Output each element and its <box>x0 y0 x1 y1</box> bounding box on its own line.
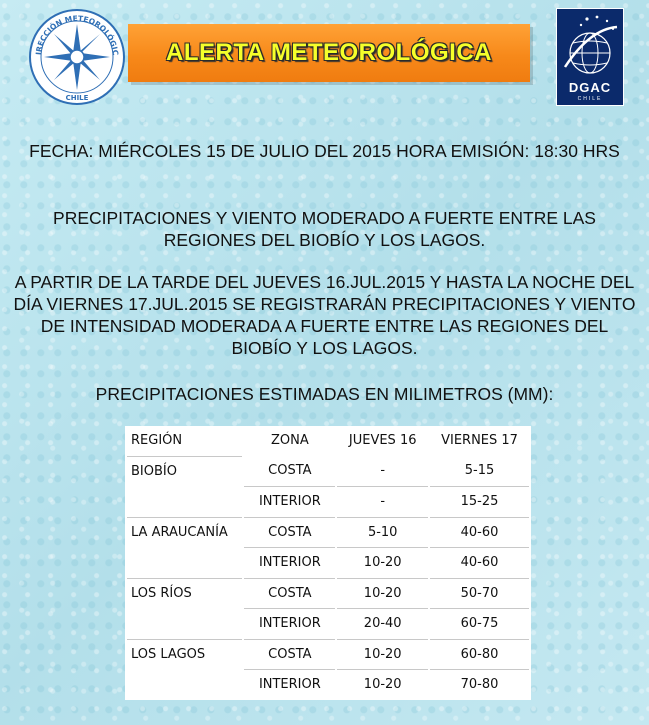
table-row <box>127 486 529 517</box>
table-row <box>127 456 529 487</box>
table-row <box>127 669 529 700</box>
friday-value-cell: 50-70 <box>430 578 529 609</box>
thursday-value-cell: - <box>337 486 428 517</box>
direccion-meteorologica-logo <box>28 8 126 106</box>
alert-banner <box>128 24 530 82</box>
region-cell: LOS RÍOS <box>127 578 242 609</box>
zone-cell: INTERIOR <box>244 608 335 639</box>
column-header-friday: VIERNES 17 <box>441 433 518 449</box>
region-cell <box>127 547 242 578</box>
zone-cell: INTERIOR <box>244 669 335 700</box>
thursday-value-cell: - <box>380 463 386 479</box>
dgac-logo <box>556 8 624 106</box>
globe-stars-icon <box>557 9 623 79</box>
table-row <box>127 517 529 548</box>
zone-cell: INTERIOR <box>244 486 335 517</box>
friday-value-cell: 40-60 <box>430 547 529 578</box>
thursday-value-cell: 10-20 <box>337 547 428 578</box>
friday-value-cell: 60-80 <box>430 639 529 670</box>
logo-chile-text: CHILE <box>65 94 89 102</box>
thursday-value-cell: 10-20 <box>337 639 428 670</box>
issue-date-line: FECHA: MIÉRCOLES 15 DE JULIO DEL 2015 HORA EMISIÓN: 18:30 HRS <box>29 141 620 161</box>
zone-cell: INTERIOR <box>244 547 335 578</box>
table-row <box>127 639 529 670</box>
region-cell <box>127 486 242 517</box>
thursday-value-cell: 5-10 <box>337 517 428 548</box>
svg-text:DIRECCIÓN METEOROLÓGICA: IRECCIÓN METEOROLÓGIC <box>34 13 121 56</box>
dgac-logo-text: DGAC <box>568 80 612 95</box>
column-header-region: REGIÓN <box>131 433 183 449</box>
region-cell: BIOBÍO <box>127 456 242 487</box>
alert-headline: PRECIPITACIONES Y VIENTO MODERADO A FUERTE ENTRE LAS REGIONES DEL BIOBÍO Y LOS LAGOS. <box>53 208 596 250</box>
table-header-row <box>127 426 529 456</box>
friday-value-cell: 15-25 <box>430 486 529 517</box>
zone-cell: COSTA <box>244 517 335 548</box>
table-row <box>127 578 529 609</box>
zone-cell: COSTA <box>244 578 335 609</box>
thursday-value-cell: 10-20 <box>337 669 428 700</box>
thursday-value-cell: 20-40 <box>337 608 428 639</box>
zone-cell: COSTA <box>268 463 312 479</box>
region-cell: LOS LAGOS <box>127 639 242 670</box>
dgac-logo-subtext: CHILE <box>577 96 603 102</box>
region-cell <box>127 669 242 700</box>
alert-title: ALERTA METEOROLÓGICA <box>166 39 492 66</box>
friday-value-cell: 60-75 <box>430 608 529 639</box>
alert-description: A PARTIR DE LA TARDE DEL JUEVES 16.JUL.2015 Y HASTA LA NOCHE DEL DÍA VIERNES 17.JUL.2015 SE REGISTRARÁN PRECIPITACIONES Y VIENTO DE INTENSIDAD MODERADA A FUERTE ENTRE LAS REGIONES DEL BIOBÍO Y LOS LAGOS. <box>13 272 636 358</box>
table-row <box>127 608 529 639</box>
region-cell <box>127 608 242 639</box>
compass-rose-icon <box>28 8 126 106</box>
thursday-value-cell: 10-20 <box>337 578 428 609</box>
table-row <box>127 547 529 578</box>
region-cell: LA ARAUCANÍA <box>127 517 242 548</box>
precipitation-table <box>125 426 531 700</box>
column-header-zone: ZONA <box>270 433 309 449</box>
zone-cell: COSTA <box>244 639 335 670</box>
friday-value-cell: 70-80 <box>430 669 529 700</box>
column-header-thursday: JUEVES 16 <box>348 433 417 449</box>
friday-value-cell: 40-60 <box>430 517 529 548</box>
friday-value-cell: 5-15 <box>464 463 495 479</box>
table-caption: PRECIPITACIONES ESTIMADAS EN MILIMETROS (MM): <box>95 384 554 404</box>
